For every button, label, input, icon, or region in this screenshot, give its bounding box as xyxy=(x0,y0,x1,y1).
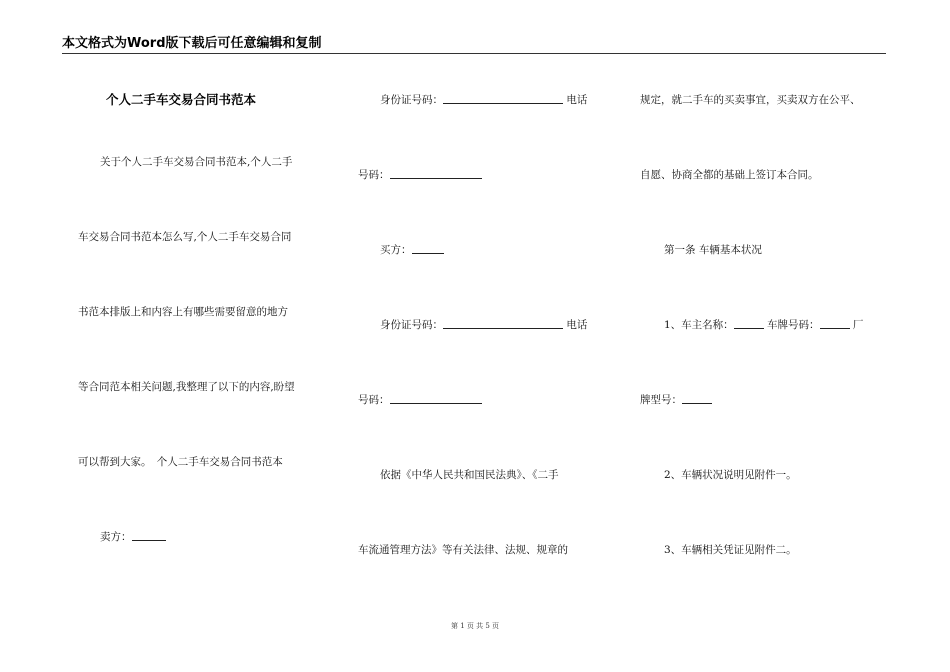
intro-line-1: 关于个人二手车交易合同书范本,个人二手 xyxy=(100,156,293,168)
page-number-footer: 第 1 页 共 5 页 xyxy=(450,622,500,630)
intro-line-5: 可以帮到大家。 个人二手车交易合同书范本 xyxy=(78,456,283,468)
buyer-blank xyxy=(412,243,444,254)
document-title: 个人二手车交易合同书范本 xyxy=(106,92,257,107)
basis-line-2: 车流通管理方法》等有关法律、法规、规章的 xyxy=(358,544,568,556)
terms-line-2: 自愿、协商全都的基础上签订本合同。 xyxy=(640,169,819,181)
seller-phone-label: 号码： xyxy=(358,169,390,181)
owner-label: 1、车主名称： xyxy=(664,319,734,331)
buyer-phone-blank xyxy=(390,393,482,404)
seller-line xyxy=(100,530,166,544)
seller-id-label: 身份证号码： xyxy=(380,94,443,106)
seller-phone-blank xyxy=(390,168,482,179)
seller-id-line xyxy=(380,93,587,107)
seller-phone-word: 电话 xyxy=(566,94,588,106)
model-line xyxy=(640,393,712,407)
page-header: 本文格式为Word版下载后可任意编辑和复制 xyxy=(62,36,322,51)
seller-blank xyxy=(132,530,166,541)
intro-line-3: 书范本排版上和内容上有哪些需要留意的地方 xyxy=(78,306,288,318)
buyer-phone-label: 号码： xyxy=(358,394,390,406)
buyer-phone-line xyxy=(358,393,482,407)
buyer-phone-word: 电话 xyxy=(566,319,588,331)
buyer-id-label: 身份证号码： xyxy=(380,319,443,331)
intro-line-2: 车交易合同书范本怎么写,个人二手车交易合同 xyxy=(78,231,292,243)
vehicle-owner-line xyxy=(664,318,863,332)
model-blank xyxy=(682,393,712,404)
buyer-id-line xyxy=(380,318,587,332)
buyer-id-blank xyxy=(443,318,563,329)
terms-line-1: 规定，就二手车的买卖事宜，买卖双方在公平、 xyxy=(640,94,861,106)
right-column xyxy=(640,0,890,672)
buyer-label: 买方： xyxy=(380,244,412,256)
brand-prefix: 厂 xyxy=(852,319,864,331)
item-3: 3、车辆相关凭证见附件二。 xyxy=(664,544,797,556)
plate-blank xyxy=(820,318,850,329)
model-label: 牌型号： xyxy=(640,394,682,406)
owner-blank xyxy=(734,318,764,329)
seller-label: 卖方： xyxy=(100,531,132,543)
plate-label: 车牌号码： xyxy=(767,319,820,331)
seller-phone-line xyxy=(358,168,482,182)
buyer-line xyxy=(380,243,444,257)
left-column xyxy=(78,0,328,672)
seller-id-blank xyxy=(443,93,563,104)
item-2: 2、车辆状况说明见附件一。 xyxy=(664,469,797,481)
middle-column xyxy=(358,0,608,672)
intro-line-4: 等合同范本相关问题,我整理了以下的内容,盼望 xyxy=(78,381,295,393)
article-1-heading: 第一条 车辆基本状况 xyxy=(664,244,762,256)
basis-line-1: 依据《中华人民共和国民法典》、《二手 xyxy=(380,469,559,481)
